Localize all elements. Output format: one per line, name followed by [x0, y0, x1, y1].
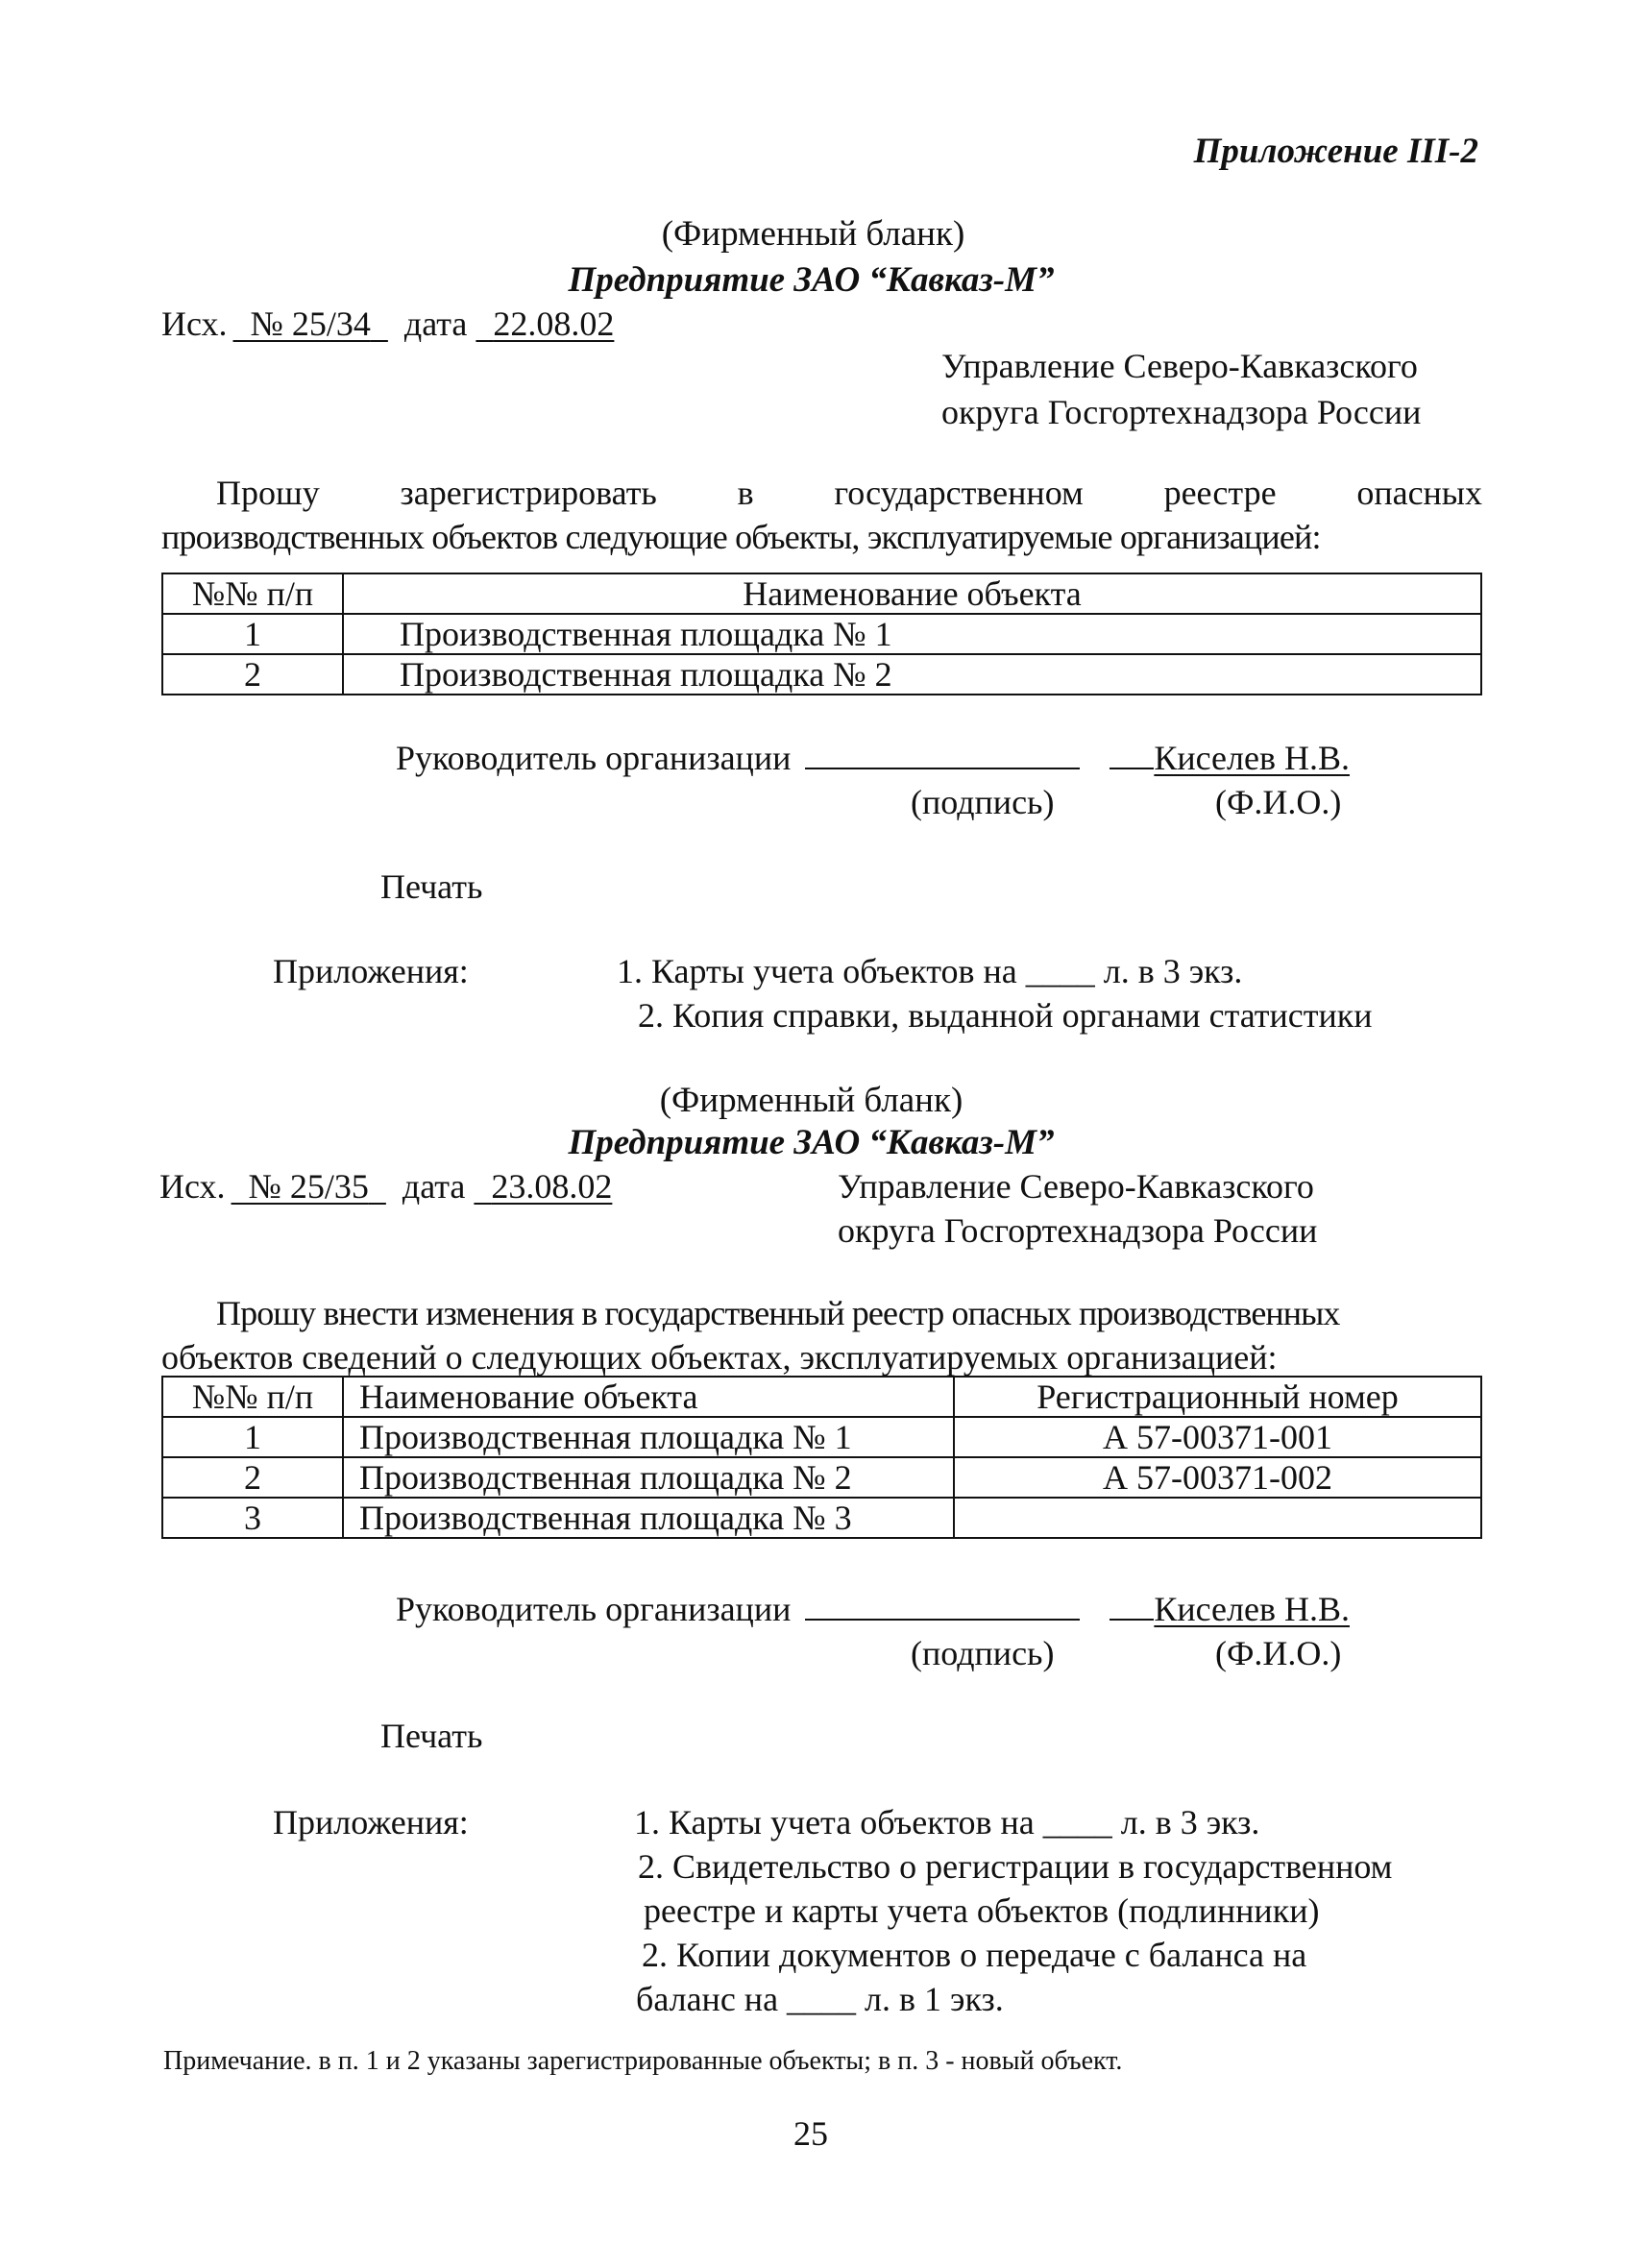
signer-title: Руководитель организации [396, 739, 792, 777]
attachment-item-2-4: 2. Копии документов о передаче с баланса на [642, 1936, 1307, 1974]
ref-date: 23.08.02 [491, 1167, 613, 1206]
table-header-cell: №№ п/п [162, 573, 343, 614]
signer-line-1 [396, 738, 1350, 778]
table-row [162, 654, 1481, 695]
signer-line-2 [396, 1589, 1350, 1629]
ref-date: 22.08.02 [493, 305, 615, 343]
table-header-cell: Наименование объекта [343, 1377, 954, 1417]
letterhead-2: (Фирменный бланк) [659, 1081, 963, 1120]
table-row [162, 1457, 1481, 1498]
company-name-1: Предприятие ЗАО “Кавказ-М” [568, 260, 1055, 300]
table-cell [954, 1498, 1481, 1538]
signer-title: Руководитель организации [396, 1590, 792, 1628]
objects-table-1 [161, 573, 1482, 695]
table-row [162, 614, 1481, 654]
attachment-item-2-1: 1. Карты учета объектов на ____ л. в 3 экз. [634, 1803, 1260, 1841]
date-prefix: дата [403, 305, 468, 343]
addressee-line2-1: округа Госгортехнадзора России [941, 393, 1422, 431]
table-header-cell: №№ п/п [162, 1377, 343, 1417]
addressee-line1-2: Управление Северо-Кавказского [838, 1167, 1314, 1206]
footnote: Примечание. в п. 1 и 2 указаны зарегистрированные объекты; в п. 3 - новый объект. [163, 2046, 1123, 2076]
table-cell: Производственная площадка № 3 [343, 1498, 954, 1538]
table-cell: Производственная площадка № 1 [343, 614, 1481, 654]
addressee-line2-2: округа Госгортехнадзора России [838, 1211, 1318, 1250]
signature-caption-1: (подпись) [911, 783, 1055, 821]
table-cell: 3 [162, 1498, 343, 1538]
appendix-label: Приложение III-2 [1193, 132, 1478, 171]
attachment-item-2-5: баланс на ____ л. в 1 экз. [636, 1980, 1004, 2018]
table-cell: А 57-00371-002 [954, 1457, 1481, 1498]
table-cell: Производственная площадка № 2 [343, 654, 1481, 695]
objects-table-2 [161, 1376, 1482, 1539]
company-name-2: Предприятие ЗАО “Кавказ-М” [568, 1123, 1055, 1162]
signature-caption-2: (подпись) [911, 1634, 1055, 1672]
attachments-label-2: Приложения: [273, 1803, 469, 1841]
attachment-item-1-1: 1. Карты учета объектов на ____ л. в 3 экз. [617, 952, 1243, 990]
body-line1-1: Прошу зарегистрировать в государственном реестре опасных [216, 474, 1482, 512]
table-cell: 2 [162, 1457, 343, 1498]
table-cell: 1 [162, 1417, 343, 1457]
attachment-item-2-2: 2. Свидетельство о регистрации в государственном [638, 1847, 1393, 1886]
ref-line-1 [161, 304, 614, 344]
date-prefix: дата [402, 1167, 466, 1206]
ref-prefix: Исх. [161, 305, 228, 343]
ref-number: № 25/34 [250, 305, 371, 343]
name-underline-lead [1110, 741, 1154, 769]
signer-name: Киселев Н.В. [1154, 1590, 1350, 1628]
table-header-cell: Наименование объекта [343, 573, 1481, 614]
body-line2-1: производственных объектов следующие объекты, эксплуатируемые организацией: [161, 518, 1321, 556]
table-cell: 1 [162, 614, 343, 654]
table-cell: Производственная площадка № 2 [343, 1457, 954, 1498]
signature-blank [805, 1592, 1080, 1621]
table-header-row [162, 573, 1481, 614]
seal-label-1: Печать [380, 867, 483, 906]
ref-line-2 [159, 1166, 612, 1207]
page-number: 25 [793, 2114, 828, 2153]
ref-prefix: Исх. [159, 1167, 226, 1206]
attachments-label-1: Приложения: [273, 952, 469, 990]
signer-name: Киселев Н.В. [1154, 739, 1350, 777]
table-header-row [162, 1377, 1481, 1417]
ref-number: № 25/35 [248, 1167, 369, 1206]
fio-caption-2: (Ф.И.О.) [1215, 1634, 1342, 1672]
table-header-cell: Регистрационный номер [954, 1377, 1481, 1417]
attachment-item-1-2: 2. Копия справки, выданной органами статистики [638, 996, 1373, 1035]
signature-blank [805, 741, 1080, 769]
table-row [162, 1417, 1481, 1457]
letterhead-1: (Фирменный бланк) [661, 214, 965, 254]
table-cell: 2 [162, 654, 343, 695]
attachment-item-2-3: реестре и карты учета объектов (подлинники) [644, 1891, 1320, 1930]
addressee-line1-1: Управление Северо-Кавказского [941, 347, 1418, 385]
table-row [162, 1498, 1481, 1538]
body-line2-2: объектов сведений о следующих объектах, эксплуатируемых организацией: [161, 1338, 1278, 1377]
fio-caption-1: (Ф.И.О.) [1215, 783, 1342, 821]
table-cell: Производственная площадка № 1 [343, 1417, 954, 1457]
table-cell: А 57-00371-001 [954, 1417, 1481, 1457]
body-line1-2: Прошу внести изменения в государственный реестр опасных производственных [216, 1294, 1340, 1332]
name-underline-lead [1110, 1592, 1154, 1621]
seal-label-2: Печать [380, 1717, 483, 1755]
